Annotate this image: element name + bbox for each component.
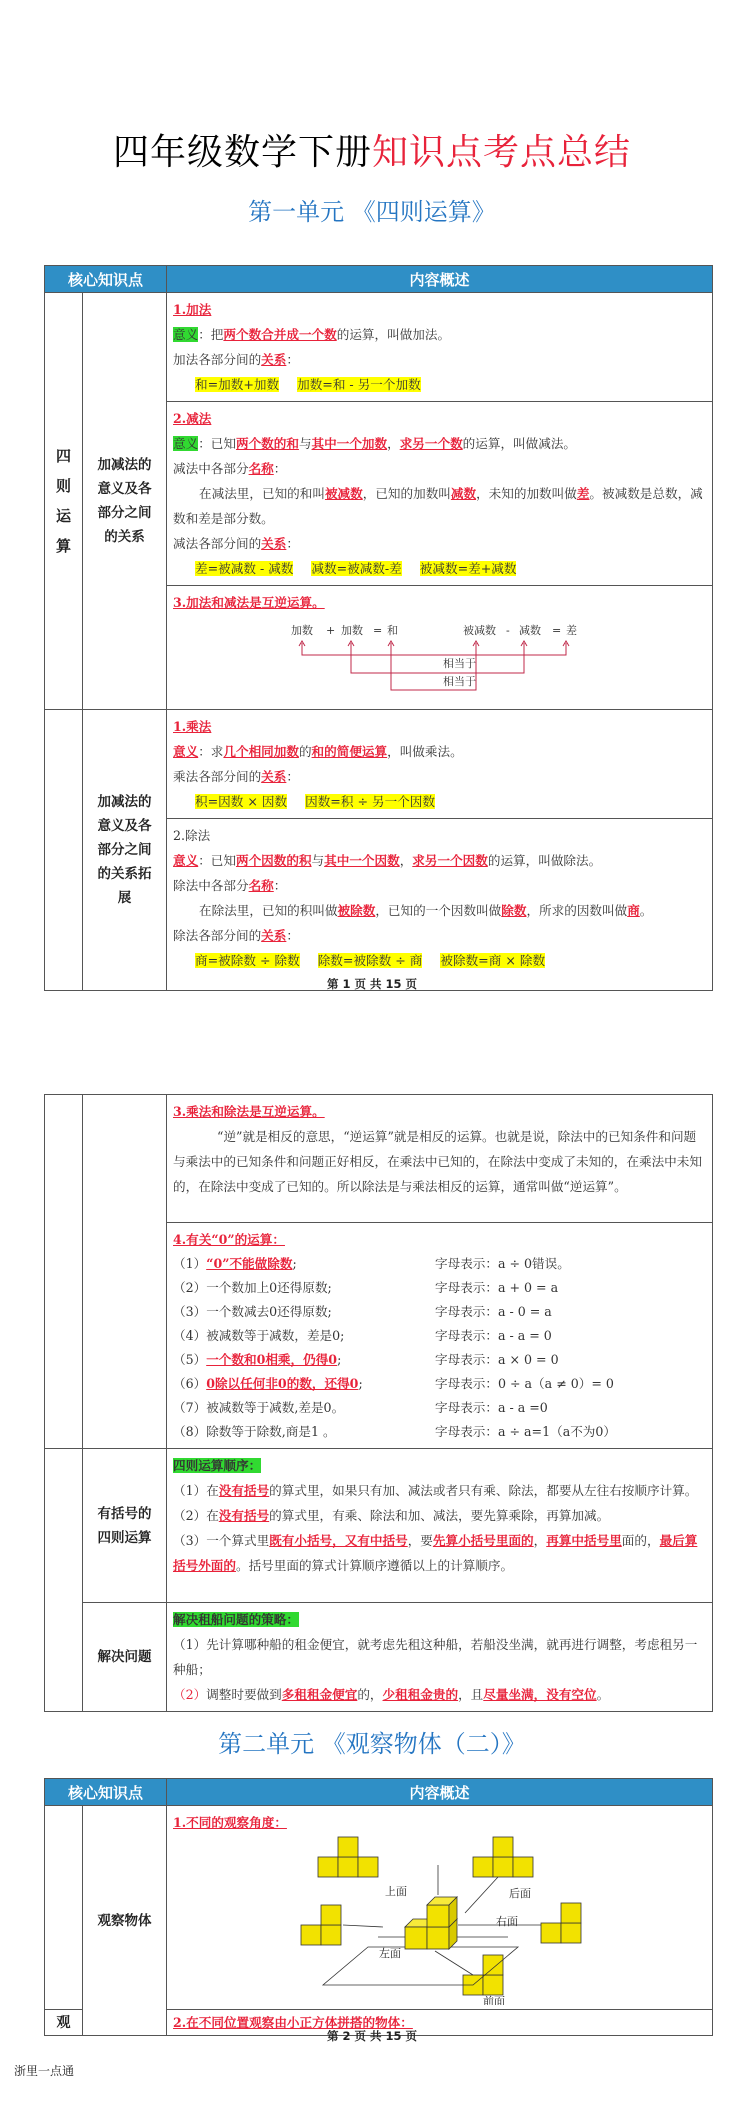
- document-title: [0, 128, 744, 178]
- unit2-table: [44, 1778, 713, 2036]
- zero-rule-row: （2）一个数加上0还得原数; 字母表示：a + 0 = a: [173, 1280, 559, 1295]
- category-solve-problems: 解决问题: [83, 1603, 167, 1712]
- zero-rule-row: （8）除数等于除数,商是1 。 字母表示：a ÷ a=1（a不为0）: [173, 1424, 617, 1439]
- header-core: 核心知识点: [45, 266, 167, 293]
- svg-text:=: =: [552, 624, 562, 637]
- page-number-2: 第 2 页 共 15 页: [326, 2029, 418, 2043]
- title-red: 知识点考点总结: [372, 132, 632, 173]
- svg-text:减数: 减数: [519, 624, 542, 637]
- unit1-table: [44, 265, 713, 991]
- category-observe-small: 观: [45, 2010, 83, 2036]
- formula: 加数=和 - 另一个加数: [297, 377, 421, 392]
- header-content: 内容概述: [167, 1779, 713, 1806]
- zero-rule-row: （4）被减数等于减数，差是0; 字母表示：a - a = 0: [173, 1328, 552, 1343]
- category-muldiv: 加减法的意义及各部分之间的关系拓展: [83, 710, 167, 991]
- svg-text:加数: 加数: [291, 624, 314, 637]
- boat-heading: 解决租船问题的策略：: [173, 1612, 299, 1627]
- unit2-heading: 第二单元 《观察物体（二）》: [218, 1730, 526, 1758]
- observe-heading-1: 1.不同的观察角度：: [173, 1815, 287, 1830]
- category-parentheses: 有括号的四则运算: [83, 1449, 167, 1603]
- svg-text:相当于: 相当于: [443, 657, 477, 670]
- multiplication-cell: 1.乘法 意义：求几个相同加数的和的简便运算，叫做乘法。 乘法各部分间的关系： 积=因数 × 因数 因数=积 ÷ 另一个因数: [167, 710, 713, 819]
- zero-rule-row: （5）一个数和0相乘，仍得0; 字母表示：a × 0 = 0: [173, 1352, 559, 1367]
- inverse-diagram: [173, 615, 707, 699]
- zero-rule-row: （7）被减数等于减数,差是0。 字母表示：a - a =0: [173, 1400, 548, 1415]
- inverse-mul-div-cell: [167, 1095, 713, 1223]
- category-blank: [45, 1449, 83, 1712]
- category-blank: [45, 1806, 83, 2010]
- zero-rule-row: （3）一个数减去0还得原数; 字母表示：a - 0 = a: [173, 1304, 552, 1319]
- svg-text:差: 差: [566, 624, 578, 637]
- svg-text:=: =: [373, 624, 383, 637]
- svg-text:右面: 右面: [496, 1915, 519, 1928]
- addition-cell: 1.加法 意义：把两个数合并成一个数的运算，叫做加法。 加法各部分间的关系： 和=加数+加数 加数=和 - 另一个加数: [167, 293, 713, 402]
- order-heading: 四则运算顺序：: [173, 1458, 262, 1473]
- zero-heading: 4.有关“0”的运算：: [173, 1232, 285, 1247]
- inverse-text: “逆”就是相反的意思，“逆运算”就是相反的运算。也就是说，除法中的已知条件和问题与乘法中的已知条件和问题正好相反，在乘法中已知的，在除法中变成了未知的，在乘法中未知的，在除法中变成了已知的。所以除法是与乘法相反的运算，通常叫做“逆运算”。: [173, 1129, 702, 1194]
- category-observe: 观察物体: [83, 1806, 167, 2036]
- svg-text:被减数: 被减数: [463, 624, 497, 637]
- category-four-operations: 四则运算: [45, 293, 83, 710]
- subtraction-heading: 2.减法: [173, 411, 212, 426]
- observe-angles-cell: [167, 1806, 713, 2010]
- addition-heading: 1.加法: [173, 302, 212, 317]
- cube-observation-figure: [173, 1835, 707, 2005]
- category-blank: [45, 1095, 83, 1449]
- unit1-table-continued: [44, 1094, 713, 1712]
- svg-text:加数: 加数: [341, 624, 364, 637]
- observe-heading-2: 2.在不同位置观察由小正方体拼搭的物体：: [173, 2015, 413, 2030]
- inverse-heading: 3.加法和减法是互逆运算。: [173, 595, 325, 610]
- inverse-add-sub-cell: [167, 586, 713, 710]
- zero-rules-list: [173, 1252, 706, 1444]
- category-blank: [45, 710, 83, 991]
- svg-text:+: +: [326, 624, 336, 637]
- category-addsub: 加减法的意义及各部分之间的关系: [83, 293, 167, 710]
- multiplication-heading: 1.乘法: [173, 719, 212, 734]
- meaning-label: 意义: [173, 327, 199, 342]
- zero-rule-row: （1）“0”不能做除数; 字母表示：a ÷ 0错误。: [173, 1256, 570, 1271]
- title-black: 四年级数学下册: [112, 132, 372, 173]
- svg-text:-: -: [506, 624, 510, 637]
- page-number-1: 第 1 页 共 15 页: [326, 977, 418, 991]
- svg-text:和: 和: [387, 624, 399, 637]
- footer-brand: 浙里一点通: [14, 2064, 75, 2078]
- header-core: 核心知识点: [45, 1779, 167, 1806]
- svg-text:前面: 前面: [483, 1995, 506, 2005]
- operation-order-cell: 四则运算顺序： （1）在没有括号的算式里，如果只有加、减法或者只有乘、除法，都要从左往右按顺序计算。 （2）在没有括号的算式里，有乘、除法和加、减法，要先算乘除，再算加减。 （3）一个算式里既有小括号，又有中括号，要先算小括号里面的，再算中括号里面的，最后算括号外面的。括号里面的算式计算顺序遵循以上的计算顺序。: [167, 1449, 713, 1603]
- formula: 和=加数+加数: [195, 377, 280, 392]
- header-content: 内容概述: [167, 266, 713, 293]
- division-cell: 2.除法 意义：已知两个因数的积与其中一个因数，求另一个因数的运算，叫做除法。 除法中各部分名称： 在除法里，已知的积叫做被除数，已知的一个因数叫做除数，所求的因数叫做商。 除法各部分间的关系： 商=被除数 ÷ 除数 除数=被除数 ÷ 商 被除数=商 × 除数: [167, 819, 713, 991]
- boat-rental-cell: 解决租船问题的策略： （1）先计算哪种船的租金便宜，就考虑先租这种船，若船没坐满，就再进行调整，考虑租另一种船； （2）调整时要做到多租租金便宜的，少租租金贵的，且尽量坐满，没有空位。: [167, 1603, 713, 1712]
- subtraction-cell: 2.减法 意义：已知两个数的和与其中一个加数，求另一个数的运算，叫做减法。 减法中各部分名称： 在减法里，已知的和叫被减数，已知的加数叫减数，未知的加数叫做差。被减数是总数，减数和差是部分数。 减法各部分间的关系： 差=被减数 - 减数 减数=被减数-差 被减数=差+减数: [167, 402, 713, 586]
- svg-text:相当于: 相当于: [443, 675, 477, 688]
- inverse-heading: 3.乘法和除法是互逆运算。: [173, 1104, 325, 1119]
- svg-text:上面: 上面: [385, 1885, 408, 1898]
- zero-rule-row: （6）0除以任何非0的数，还得0; 字母表示：0 ÷ a（a ≠ 0）= 0: [173, 1376, 614, 1391]
- svg-text:左面: 左面: [379, 1947, 402, 1960]
- zero-rules-cell: [167, 1223, 713, 1449]
- svg-text:后面: 后面: [509, 1887, 532, 1900]
- category-blank: [83, 1095, 167, 1449]
- unit1-heading: 第一单元 《四则运算》: [248, 198, 496, 226]
- division-heading: 2.除法: [173, 828, 211, 843]
